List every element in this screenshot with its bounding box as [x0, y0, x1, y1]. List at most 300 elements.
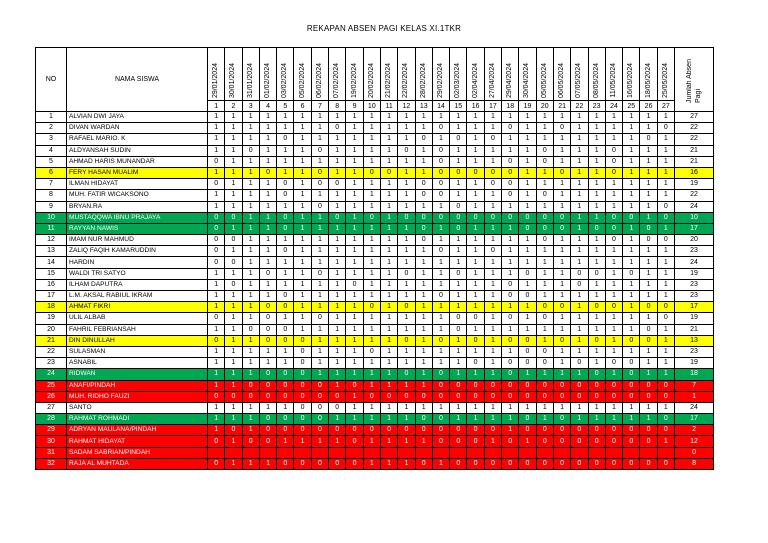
- attendance-cell: 0: [502, 391, 519, 402]
- row-number: 15: [36, 268, 67, 279]
- row-number: 1: [36, 112, 67, 123]
- attendance-cell: 1: [623, 179, 640, 190]
- attendance-cell: 1: [502, 223, 519, 234]
- attendance-total: 24: [675, 402, 714, 413]
- attendance-cell: 1: [623, 123, 640, 134]
- attendance-cell: 1: [225, 414, 242, 425]
- attendance-cell: 0: [450, 268, 467, 279]
- attendance-cell: 0: [588, 268, 605, 279]
- attendance-cell: 1: [484, 302, 501, 313]
- attendance-cell: 1: [294, 313, 311, 324]
- attendance-cell: 1: [329, 235, 346, 246]
- attendance-cell: 0: [536, 223, 553, 234]
- row-number: 19: [36, 313, 67, 324]
- attendance-cell: 0: [398, 212, 415, 223]
- header-day-number: 11: [380, 101, 397, 112]
- table-row: [36, 436, 714, 447]
- attendance-cell: 1: [380, 212, 397, 223]
- attendance-cell: 1: [242, 346, 259, 357]
- attendance-cell: 1: [484, 268, 501, 279]
- row-number: 5: [36, 156, 67, 167]
- attendance-cell: 1: [346, 179, 363, 190]
- attendance-cell: 0: [623, 268, 640, 279]
- header-date-label: 02/03/2024: [454, 62, 462, 98]
- attendance-cell: 1: [467, 324, 484, 335]
- attendance-cell: 1: [208, 425, 225, 436]
- attendance-total: 21: [675, 156, 714, 167]
- attendance-cell: 1: [311, 279, 328, 290]
- attendance-total: 19: [675, 313, 714, 324]
- attendance-cell: 1: [311, 134, 328, 145]
- attendance-cell: 1: [484, 358, 501, 369]
- header-date: [623, 48, 640, 101]
- attendance-cell: 1: [640, 156, 657, 167]
- attendance-cell: 0: [467, 458, 484, 469]
- attendance-cell: 0: [502, 291, 519, 302]
- attendance-cell: 0: [588, 458, 605, 469]
- attendance-cell: 1: [588, 257, 605, 268]
- attendance-cell: 1: [536, 414, 553, 425]
- attendance-cell: 0: [450, 223, 467, 234]
- attendance-cell: 1: [225, 112, 242, 123]
- attendance-cell: [502, 447, 519, 458]
- header-date-label: 19/02/2024: [350, 62, 358, 98]
- attendance-cell: 0: [363, 346, 380, 357]
- attendance-cell: 1: [311, 235, 328, 246]
- attendance-cell: 0: [553, 212, 570, 223]
- attendance-cell: [484, 447, 501, 458]
- attendance-cell: 0: [536, 190, 553, 201]
- attendance-cell: [294, 447, 311, 458]
- attendance-cell: 0: [536, 235, 553, 246]
- attendance-cell: [605, 447, 622, 458]
- attendance-cell: 1: [415, 302, 432, 313]
- attendance-cell: 1: [536, 201, 553, 212]
- attendance-cell: [398, 447, 415, 458]
- attendance-cell: 1: [519, 302, 536, 313]
- attendance-cell: 1: [242, 302, 259, 313]
- attendance-cell: 1: [311, 112, 328, 123]
- attendance-cell: 1: [484, 279, 501, 290]
- attendance-cell: 1: [242, 402, 259, 413]
- attendance-cell: 1: [380, 156, 397, 167]
- attendance-cell: 1: [536, 279, 553, 290]
- attendance-cell: 0: [605, 302, 622, 313]
- header-date-label: 11/05/2024: [609, 63, 617, 98]
- attendance-cell: 0: [450, 313, 467, 324]
- attendance-cell: 1: [380, 201, 397, 212]
- attendance-cell: 1: [588, 123, 605, 134]
- attendance-cell: 0: [311, 414, 328, 425]
- attendance-cell: 1: [363, 134, 380, 145]
- attendance-cell: 0: [536, 156, 553, 167]
- header-no: NO: [36, 48, 67, 112]
- attendance-cell: 1: [277, 257, 294, 268]
- attendance-cell: 0: [588, 335, 605, 346]
- attendance-cell: 1: [208, 402, 225, 413]
- attendance-cell: 0: [277, 458, 294, 469]
- attendance-cell: 1: [450, 112, 467, 123]
- student-name: AHMAT FIKRI: [67, 302, 208, 313]
- attendance-cell: 1: [588, 358, 605, 369]
- attendance-cell: 1: [346, 212, 363, 223]
- attendance-cell: 1: [553, 313, 570, 324]
- attendance-cell: 1: [484, 436, 501, 447]
- attendance-cell: 1: [294, 223, 311, 234]
- attendance-cell: 1: [484, 414, 501, 425]
- attendance-cell: 0: [208, 436, 225, 447]
- attendance-cell: 1: [277, 156, 294, 167]
- attendance-cell: 1: [398, 346, 415, 357]
- attendance-cell: 1: [640, 212, 657, 223]
- attendance-cell: 1: [657, 402, 674, 413]
- attendance-cell: 1: [208, 112, 225, 123]
- attendance-cell: 1: [329, 380, 346, 391]
- attendance-cell: 1: [311, 436, 328, 447]
- table-row: [36, 313, 714, 324]
- attendance-cell: 1: [398, 402, 415, 413]
- attendance-cell: 0: [640, 436, 657, 447]
- attendance-total: 21: [675, 324, 714, 335]
- student-name: L.M. AKSAL RABIUL IKRAM: [67, 291, 208, 302]
- attendance-cell: 1: [346, 167, 363, 178]
- attendance-cell: 1: [623, 235, 640, 246]
- attendance-cell: 1: [363, 414, 380, 425]
- header-day-number: 19: [519, 101, 536, 112]
- attendance-cell: 1: [259, 257, 276, 268]
- row-number: 32: [36, 458, 67, 469]
- attendance-cell: 1: [294, 324, 311, 335]
- attendance-cell: 1: [432, 257, 449, 268]
- attendance-cell: 1: [380, 235, 397, 246]
- attendance-cell: 1: [277, 235, 294, 246]
- attendance-cell: 1: [519, 436, 536, 447]
- attendance-cell: 1: [225, 369, 242, 380]
- attendance-cell: 1: [519, 257, 536, 268]
- attendance-cell: 1: [329, 346, 346, 357]
- attendance-cell: 1: [571, 179, 588, 190]
- student-name: ANAFI/PINDAH: [67, 380, 208, 391]
- row-number: 25: [36, 380, 67, 391]
- attendance-cell: 1: [329, 335, 346, 346]
- attendance-cell: 0: [311, 402, 328, 413]
- attendance-cell: 1: [259, 179, 276, 190]
- attendance-total: 7: [675, 380, 714, 391]
- attendance-cell: 1: [346, 201, 363, 212]
- attendance-cell: 0: [484, 134, 501, 145]
- attendance-cell: 1: [225, 156, 242, 167]
- attendance-total: 18: [675, 369, 714, 380]
- table-row: [36, 246, 714, 257]
- attendance-cell: 1: [502, 302, 519, 313]
- attendance-cell: 1: [311, 190, 328, 201]
- attendance-cell: 1: [242, 179, 259, 190]
- attendance-cell: 0: [467, 391, 484, 402]
- attendance-cell: 1: [380, 436, 397, 447]
- attendance-cell: 1: [605, 123, 622, 134]
- attendance-cell: 0: [450, 324, 467, 335]
- row-number: 31: [36, 447, 67, 458]
- attendance-cell: 1: [484, 201, 501, 212]
- attendance-cell: 1: [398, 324, 415, 335]
- attendance-cell: 1: [242, 268, 259, 279]
- attendance-cell: 0: [432, 212, 449, 223]
- attendance-cell: 1: [467, 179, 484, 190]
- header-date: [571, 48, 588, 101]
- attendance-cell: 1: [242, 291, 259, 302]
- attendance-cell: [346, 447, 363, 458]
- attendance-cell: 0: [415, 391, 432, 402]
- attendance-cell: 0: [450, 212, 467, 223]
- attendance-cell: 1: [657, 358, 674, 369]
- attendance-cell: 0: [208, 458, 225, 469]
- attendance-cell: 1: [363, 268, 380, 279]
- attendance-cell: 1: [208, 369, 225, 380]
- attendance-cell: 1: [588, 235, 605, 246]
- row-number: 14: [36, 257, 67, 268]
- attendance-cell: [242, 447, 259, 458]
- attendance-cell: 0: [432, 179, 449, 190]
- student-name: ALDYANSAH SUDIN: [67, 145, 208, 156]
- attendance-cell: 1: [208, 279, 225, 290]
- attendance-cell: 1: [657, 156, 674, 167]
- attendance-cell: 1: [484, 335, 501, 346]
- header-date: [329, 48, 346, 101]
- attendance-cell: 0: [242, 324, 259, 335]
- attendance-cell: 1: [398, 190, 415, 201]
- student-name: SULASMAN: [67, 346, 208, 357]
- attendance-cell: 1: [605, 291, 622, 302]
- attendance-cell: 0: [277, 324, 294, 335]
- attendance-cell: 0: [432, 335, 449, 346]
- attendance-cell: 0: [571, 268, 588, 279]
- attendance-cell: 0: [640, 134, 657, 145]
- attendance-cell: 1: [605, 268, 622, 279]
- header-day-number: 16: [467, 101, 484, 112]
- attendance-cell: 1: [467, 112, 484, 123]
- attendance-cell: 1: [588, 156, 605, 167]
- header-date-label: 20/02/2024: [367, 62, 375, 98]
- attendance-cell: 1: [415, 324, 432, 335]
- attendance-cell: 1: [640, 279, 657, 290]
- attendance-cell: 1: [415, 123, 432, 134]
- attendance-cell: 0: [502, 358, 519, 369]
- attendance-cell: 0: [311, 179, 328, 190]
- attendance-cell: 1: [380, 179, 397, 190]
- attendance-cell: 0: [553, 123, 570, 134]
- attendance-cell: [450, 447, 467, 458]
- attendance-total: 16: [675, 167, 714, 178]
- attendance-table: [35, 47, 714, 470]
- attendance-cell: 1: [640, 414, 657, 425]
- attendance-cell: 1: [571, 346, 588, 357]
- attendance-cell: 1: [450, 235, 467, 246]
- attendance-cell: 1: [259, 201, 276, 212]
- attendance-cell: 1: [605, 324, 622, 335]
- attendance-cell: 1: [450, 179, 467, 190]
- attendance-cell: 1: [363, 201, 380, 212]
- attendance-cell: 1: [519, 246, 536, 257]
- attendance-cell: 1: [432, 313, 449, 324]
- header-date: [294, 48, 311, 101]
- attendance-cell: 1: [329, 145, 346, 156]
- attendance-cell: 0: [277, 391, 294, 402]
- attendance-cell: 1: [571, 324, 588, 335]
- attendance-cell: 1: [225, 302, 242, 313]
- attendance-cell: 0: [623, 380, 640, 391]
- attendance-cell: 1: [415, 279, 432, 290]
- attendance-cell: 0: [225, 212, 242, 223]
- header-total-label: Jumlah Absen Pagi: [686, 58, 703, 103]
- attendance-cell: 0: [605, 235, 622, 246]
- attendance-cell: 0: [467, 380, 484, 391]
- attendance-cell: 1: [519, 402, 536, 413]
- attendance-cell: 1: [536, 134, 553, 145]
- attendance-cell: 1: [242, 369, 259, 380]
- attendance-cell: 1: [277, 167, 294, 178]
- attendance-cell: 1: [346, 223, 363, 234]
- attendance-cell: 0: [259, 167, 276, 178]
- attendance-cell: 1: [398, 156, 415, 167]
- attendance-cell: 1: [623, 190, 640, 201]
- attendance-cell: 1: [363, 402, 380, 413]
- attendance-cell: 0: [467, 358, 484, 369]
- attendance-cell: 0: [450, 380, 467, 391]
- attendance-cell: 1: [502, 268, 519, 279]
- table-row: [36, 223, 714, 234]
- attendance-cell: 0: [277, 291, 294, 302]
- attendance-cell: 0: [208, 257, 225, 268]
- attendance-cell: 0: [657, 201, 674, 212]
- attendance-cell: 1: [346, 358, 363, 369]
- attendance-cell: 1: [380, 112, 397, 123]
- attendance-cell: 1: [294, 235, 311, 246]
- attendance-total: 19: [675, 268, 714, 279]
- attendance-cell: 1: [484, 257, 501, 268]
- attendance-cell: 1: [640, 402, 657, 413]
- attendance-cell: 1: [484, 112, 501, 123]
- attendance-cell: 1: [329, 223, 346, 234]
- attendance-cell: 0: [571, 436, 588, 447]
- attendance-cell: 1: [657, 279, 674, 290]
- attendance-cell: 0: [294, 380, 311, 391]
- attendance-cell: 1: [294, 145, 311, 156]
- attendance-total: 22: [675, 134, 714, 145]
- attendance-cell: 1: [484, 123, 501, 134]
- attendance-cell: 1: [657, 190, 674, 201]
- attendance-cell: 1: [588, 324, 605, 335]
- attendance-cell: 1: [588, 313, 605, 324]
- attendance-cell: 1: [259, 346, 276, 357]
- attendance-cell: 0: [467, 313, 484, 324]
- attendance-cell: 0: [398, 369, 415, 380]
- attendance-cell: 1: [329, 414, 346, 425]
- attendance-cell: 1: [553, 246, 570, 257]
- attendance-cell: 0: [467, 167, 484, 178]
- row-number: 16: [36, 279, 67, 290]
- attendance-cell: 1: [380, 291, 397, 302]
- attendance-cell: 1: [311, 335, 328, 346]
- attendance-cell: 1: [277, 268, 294, 279]
- attendance-cell: 1: [225, 268, 242, 279]
- student-name: RIDWAN: [67, 369, 208, 380]
- attendance-total: 23: [675, 291, 714, 302]
- attendance-cell: 0: [380, 425, 397, 436]
- header-date: [553, 48, 570, 101]
- attendance-cell: 0: [605, 167, 622, 178]
- table-row: [36, 414, 714, 425]
- attendance-cell: 1: [346, 335, 363, 346]
- attendance-cell: 0: [502, 369, 519, 380]
- attendance-cell: 1: [259, 123, 276, 134]
- attendance-cell: 1: [536, 335, 553, 346]
- attendance-cell: 1: [623, 257, 640, 268]
- attendance-cell: 1: [398, 414, 415, 425]
- attendance-cell: 0: [623, 391, 640, 402]
- attendance-cell: 1: [415, 358, 432, 369]
- attendance-cell: 0: [467, 335, 484, 346]
- attendance-total: 22: [675, 123, 714, 134]
- attendance-cell: 1: [605, 402, 622, 413]
- attendance-cell: 0: [502, 436, 519, 447]
- attendance-cell: 1: [588, 402, 605, 413]
- attendance-cell: 1: [588, 134, 605, 145]
- attendance-cell: 1: [329, 279, 346, 290]
- attendance-cell: 1: [657, 145, 674, 156]
- attendance-cell: 0: [536, 302, 553, 313]
- attendance-total: 17: [675, 223, 714, 234]
- header-day-number: 22: [571, 101, 588, 112]
- student-name: BRYAN.RA: [67, 201, 208, 212]
- attendance-cell: 1: [380, 313, 397, 324]
- attendance-cell: 1: [484, 190, 501, 201]
- attendance-cell: 1: [432, 402, 449, 413]
- attendance-cell: 1: [467, 302, 484, 313]
- attendance-cell: 1: [467, 279, 484, 290]
- attendance-cell: 1: [259, 212, 276, 223]
- attendance-cell: 0: [346, 380, 363, 391]
- attendance-cell: 1: [571, 335, 588, 346]
- attendance-cell: 1: [398, 380, 415, 391]
- attendance-cell: 1: [363, 313, 380, 324]
- header-date: [311, 48, 328, 101]
- attendance-cell: 0: [467, 212, 484, 223]
- attendance-cell: 1: [277, 112, 294, 123]
- attendance-cell: 0: [380, 167, 397, 178]
- attendance-cell: [519, 447, 536, 458]
- attendance-cell: 0: [553, 223, 570, 234]
- header-day-number: 2: [225, 101, 242, 112]
- attendance-cell: 1: [605, 179, 622, 190]
- attendance-cell: 1: [208, 123, 225, 134]
- attendance-total: 17: [675, 414, 714, 425]
- attendance-cell: 1: [363, 145, 380, 156]
- table-row: [36, 268, 714, 279]
- attendance-cell: 0: [640, 380, 657, 391]
- attendance-cell: 0: [519, 391, 536, 402]
- attendance-cell: 0: [415, 425, 432, 436]
- attendance-cell: 0: [242, 436, 259, 447]
- attendance-cell: 1: [242, 156, 259, 167]
- attendance-cell: 1: [553, 268, 570, 279]
- header-date: [536, 48, 553, 101]
- attendance-cell: 1: [398, 291, 415, 302]
- attendance-total: 23: [675, 346, 714, 357]
- attendance-cell: 1: [311, 223, 328, 234]
- attendance-cell: 1: [208, 167, 225, 178]
- attendance-cell: 0: [311, 145, 328, 156]
- attendance-cell: 1: [225, 291, 242, 302]
